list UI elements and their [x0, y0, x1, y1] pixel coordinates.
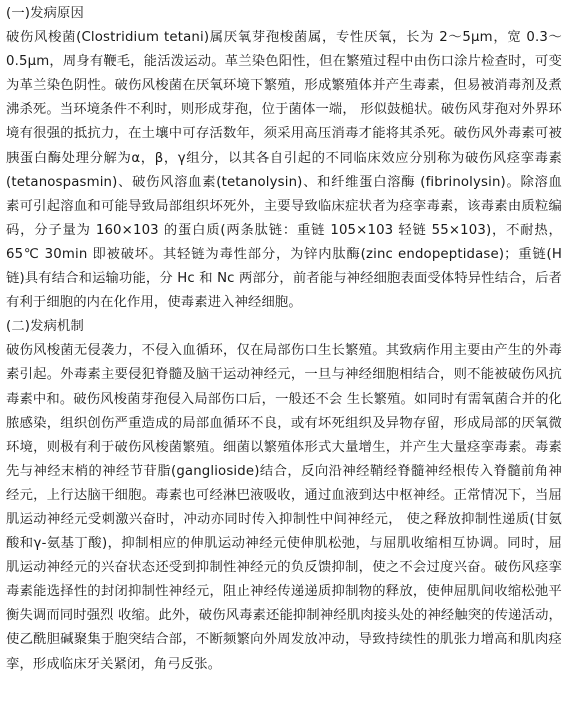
section-heading-mechanism: (二)发病机制 — [6, 319, 84, 335]
paragraph-causes: 破伤风梭菌(Clostridium tetani)属厌氧芽孢梭菌属，专性厌氧，长为 2～5μm，宽 0.3～0.5μm，周身有鞭毛，能活泼运动。革兰染色阳性，但在繁殖过程中由伤口涂片检查时，可变为革兰染色阴性。破伤风梭菌在厌氧环境下繁殖，形成繁殖体并产生毒素，但易被消毒剂及煮沸杀死。当环境条件不利时，则形成芽孢，位于菌体一端， 形似鼓槌状。破伤风芽孢对外界环境有很强的抵抗力，在土壤中可存活数年，须采用高压消毒才能将其杀死。破伤风外毒素可被胰蛋白酶处理分解为α，β，γ组分，以其各自引起的不同临床效应分别称为破伤风痉挛毒素(tetanospasmin)、破伤风溶血素(tetanolysin)、和纤维蛋白溶酶 (fibrinolysin)。除溶血素可引起溶血和可能导致局部组织坏死外，主要导致临床症状者为痉挛毒素，该毒素由质粒编码，分子量为 160×103 的蛋白质(两条肽链：重链 105×103 轻链 55×103)，不耐热，65℃ 30min 即被破坏。其轻链为毒性部分，为锌内肽酶(zinc endopeptidase)；重链(H 链)具有结合和运输功能，分 Hc 和 Nc 两部分，前者能与神经细胞表面受体特异性结合，后者有利于细胞的内在化作用，使毒素进入神经细胞。 — [6, 30, 562, 311]
section-causes — [6, 2, 562, 315]
paragraph-mechanism: 破伤风梭菌无侵袭力，不侵入血循环，仅在局部伤口生长繁殖。其致病作用主要由产生的外毒素引起。外毒素主要侵犯脊髓及脑干运动神经元，一旦与神经细胞相结合，则不能被破伤风抗毒素中和。破伤风梭菌芽孢侵入局部伤口后，一般还不会 生长繁殖。如同时有需氧菌合并的化脓感染，组织创伤严重造成的局部血循环不良，或有坏死组织及异物存留，形成局部的厌氧微环境，则极有利于破伤风梭菌繁殖。细菌以繁殖体形式大量增生，并产生大量痉挛毒素。毒素先与神经末梢的神经节苷脂(ganglioside)结合，反向沿神经鞘经脊髓神经根传入脊髓前角神经元，上行达脑干细胞。毒素也可经淋巴液吸收，通过血液到达中枢神经。正常情况下，当屈肌运动神经元受刺激兴奋时，冲动亦同时传入抑制性中间神经元， 使之释放抑制性递质(甘氨酸和γ-氨基丁酸)，抑制相应的伸肌运动神经元使伸肌松弛，与屈肌收缩相互协调。同时，屈肌运动神经元的兴奋状态还受到抑制性神经元的负反馈抑制，使之不会过度兴奋。破伤风痉挛毒素能选择性的封闭抑制性神经元，阻止神经传递递质抑制物的释放，使伸屈肌间收缩松弛平衡失调而同时强烈 收缩。此外，破伤风毒素还能抑制神经肌肉接头处的神经触突的传递活动，使乙酰胆碱聚集于胞突结合部，不断频繁向外周发放冲动，导致持续性的肌张力增高和肌肉痉挛，形成临床牙关紧闭，角弓反张。 — [6, 343, 562, 672]
section-heading-causes: (一)发病原因 — [6, 6, 84, 21]
section-mechanism — [6, 315, 562, 676]
